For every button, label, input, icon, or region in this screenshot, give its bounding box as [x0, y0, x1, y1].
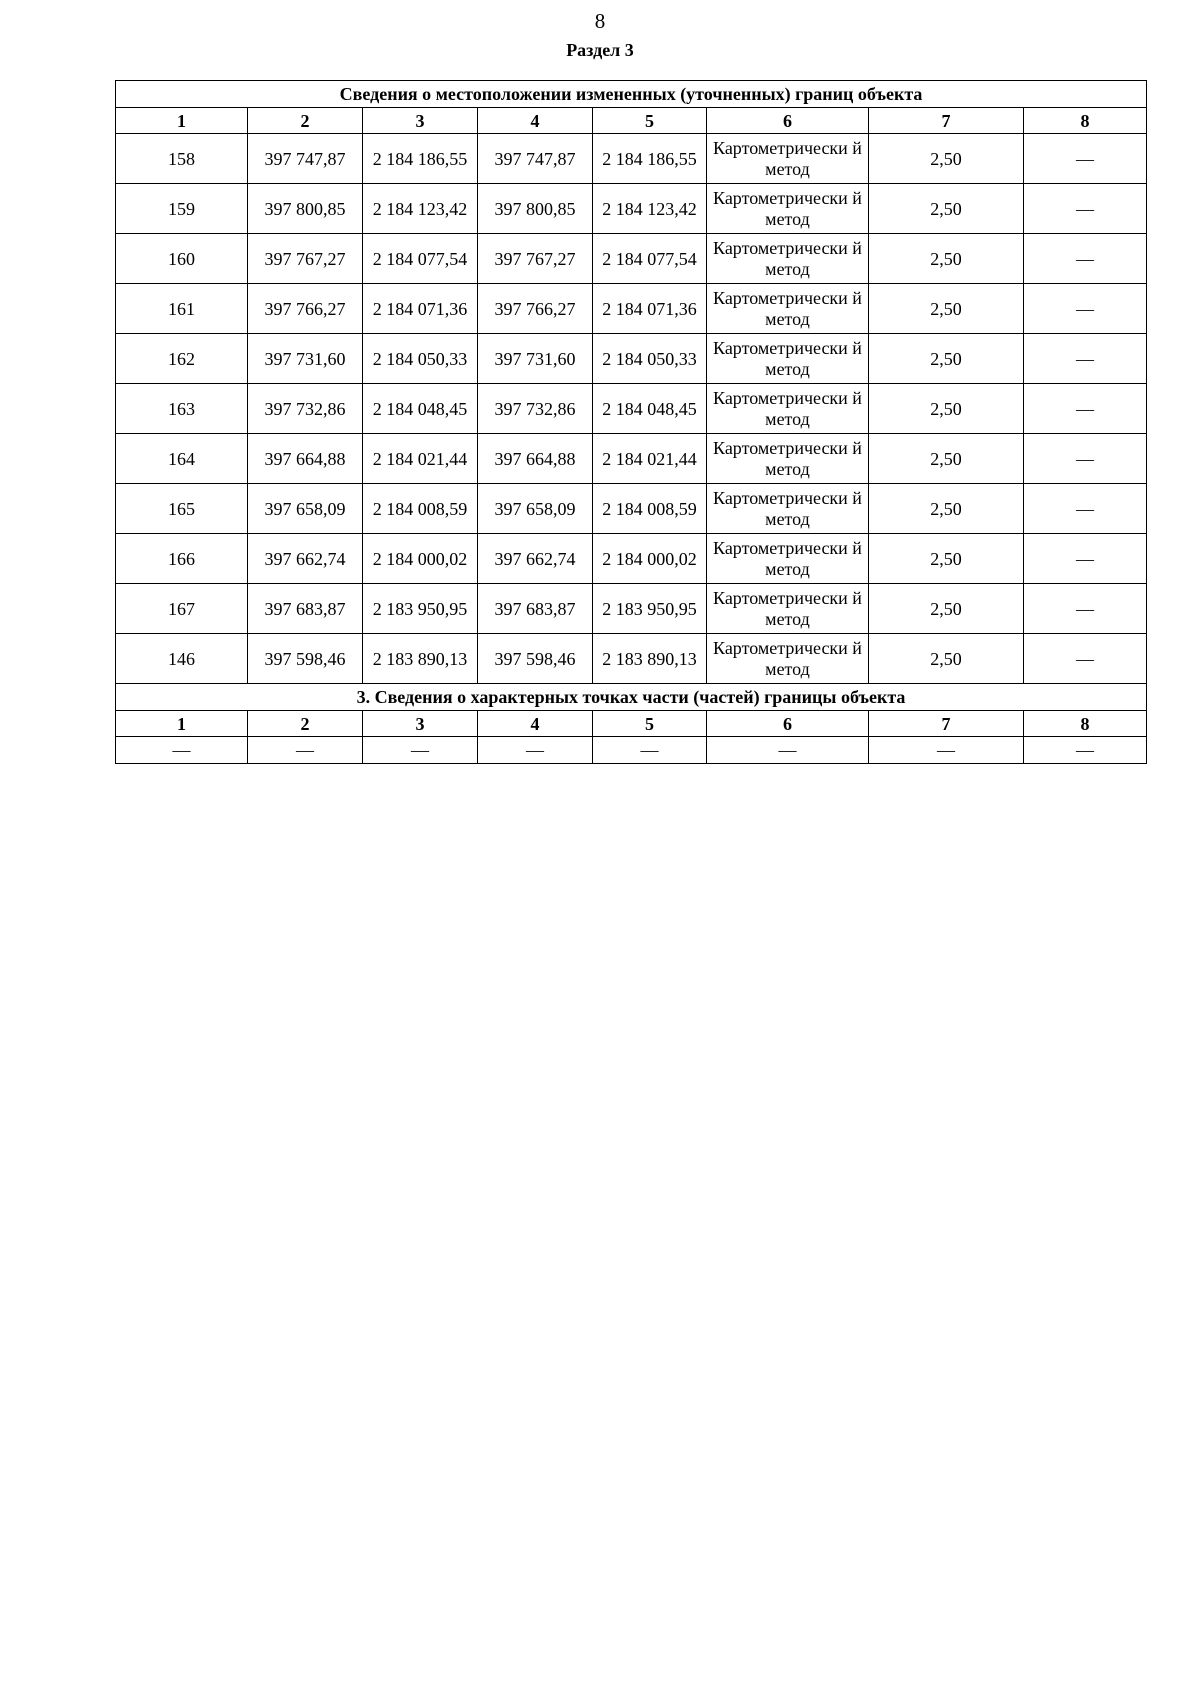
column-number-header: 6 — [707, 711, 869, 737]
cell-description: — — [1024, 134, 1147, 184]
cell-y-old: 2 184 123,42 — [363, 184, 478, 234]
column-number-header: 8 — [1024, 108, 1147, 134]
cell-description: — — [1024, 184, 1147, 234]
cell-accuracy: 2,50 — [869, 234, 1024, 284]
cell-y-new: 2 184 071,36 — [593, 284, 707, 334]
column-number-header: 3 — [363, 711, 478, 737]
table-caption-part-points: 3. Сведения о характерных точках части (частей) границы объекта — [116, 684, 1147, 711]
table-body — [116, 81, 1147, 764]
column-number-header: 5 — [593, 711, 707, 737]
cell-method: — — [707, 737, 869, 764]
cell-description: — — [1024, 584, 1147, 634]
cell-y-new: 2 183 950,95 — [593, 584, 707, 634]
cell-x-old: 397 731,60 — [248, 334, 363, 384]
cell-y-new: 2 184 048,45 — [593, 384, 707, 434]
table-row — [116, 434, 1147, 484]
cell-x-new: 397 747,87 — [478, 134, 593, 184]
table-row — [116, 634, 1147, 684]
cell-y-old: 2 183 950,95 — [363, 584, 478, 634]
cell-x-new: 397 800,85 — [478, 184, 593, 234]
table-caption-part-points-row — [116, 684, 1147, 711]
cell-point-number: 163 — [116, 384, 248, 434]
cell-accuracy: 2,50 — [869, 184, 1024, 234]
cell-point-number: — — [116, 737, 248, 764]
cell-point-number: 165 — [116, 484, 248, 534]
cell-x-old: 397 732,86 — [248, 384, 363, 434]
page-number: 8 — [594, 9, 606, 33]
cell-x-new: 397 732,86 — [478, 384, 593, 434]
cell-method: Картометрически й метод — [707, 434, 869, 484]
cell-method: Картометрически й метод — [707, 334, 869, 384]
cell-x-old: 397 800,85 — [248, 184, 363, 234]
cell-description: — — [1024, 334, 1147, 384]
cell-method: Картометрически й метод — [707, 584, 869, 634]
column-number-header: 1 — [116, 108, 248, 134]
cell-accuracy: 2,50 — [869, 284, 1024, 334]
column-number-row — [116, 108, 1147, 134]
column-number-header: 3 — [363, 108, 478, 134]
cell-accuracy: 2,50 — [869, 434, 1024, 484]
cell-point-number: 161 — [116, 284, 248, 334]
section-title: Раздел 3 — [566, 40, 634, 60]
cell-method: Картометрически й метод — [707, 134, 869, 184]
column-number-header: 7 — [869, 711, 1024, 737]
table-caption-boundaries-row — [116, 81, 1147, 108]
column-number-header: 2 — [248, 711, 363, 737]
cell-x-old: 397 683,87 — [248, 584, 363, 634]
cell-description: — — [1024, 284, 1147, 334]
cell-y-old: 2 184 077,54 — [363, 234, 478, 284]
cell-x-new: 397 683,87 — [478, 584, 593, 634]
cell-y-old: 2 184 008,59 — [363, 484, 478, 534]
cell-point-number: 162 — [116, 334, 248, 384]
table-row — [116, 584, 1147, 634]
table-caption-boundaries: Сведения о местоположении измененных (уточненных) границ объекта — [116, 81, 1147, 108]
cell-x-new: 397 731,60 — [478, 334, 593, 384]
cell-accuracy: 2,50 — [869, 134, 1024, 184]
column-number-header: 5 — [593, 108, 707, 134]
cell-method: Картометрически й метод — [707, 484, 869, 534]
cell-method: Картометрически й метод — [707, 284, 869, 334]
table-row — [116, 484, 1147, 534]
cell-y-old: 2 184 048,45 — [363, 384, 478, 434]
table-row — [116, 334, 1147, 384]
cell-x-new: 397 598,46 — [478, 634, 593, 684]
cell-x-old: — — [248, 737, 363, 764]
cell-y-new: 2 184 000,02 — [593, 534, 707, 584]
table-row — [116, 534, 1147, 584]
cell-y-new: 2 184 077,54 — [593, 234, 707, 284]
cell-accuracy: 2,50 — [869, 584, 1024, 634]
column-number-header: 1 — [116, 711, 248, 737]
cell-point-number: 159 — [116, 184, 248, 234]
cell-x-old: 397 766,27 — [248, 284, 363, 334]
cell-y-old: 2 184 071,36 — [363, 284, 478, 334]
cell-method: Картометрически й метод — [707, 234, 869, 284]
cell-x-old: 397 664,88 — [248, 434, 363, 484]
cell-x-new: 397 767,27 — [478, 234, 593, 284]
cell-description: — — [1024, 384, 1147, 434]
cell-x-new: 397 766,27 — [478, 284, 593, 334]
cell-y-old: 2 184 186,55 — [363, 134, 478, 184]
cell-y-new: 2 184 008,59 — [593, 484, 707, 534]
cell-accuracy: 2,50 — [869, 634, 1024, 684]
cell-accuracy: 2,50 — [869, 484, 1024, 534]
cell-description: — — [1024, 484, 1147, 534]
table-row — [116, 284, 1147, 334]
cell-y-new: 2 184 021,44 — [593, 434, 707, 484]
table-row — [116, 234, 1147, 284]
cell-y-new: 2 183 890,13 — [593, 634, 707, 684]
cell-method: Картометрически й метод — [707, 634, 869, 684]
cell-point-number: 158 — [116, 134, 248, 184]
cell-accuracy: 2,50 — [869, 384, 1024, 434]
column-number-header: 2 — [248, 108, 363, 134]
cell-y-old: 2 184 050,33 — [363, 334, 478, 384]
cell-method: Картометрически й метод — [707, 534, 869, 584]
cell-point-number: 166 — [116, 534, 248, 584]
column-number-header: 7 — [869, 108, 1024, 134]
cell-description: — — [1024, 534, 1147, 584]
cell-y-old: 2 184 021,44 — [363, 434, 478, 484]
cell-accuracy: 2,50 — [869, 334, 1024, 384]
table-row — [116, 737, 1147, 764]
cell-method: Картометрически й метод — [707, 384, 869, 434]
column-number-row — [116, 711, 1147, 737]
column-number-header: 8 — [1024, 711, 1147, 737]
cell-x-new: 397 662,74 — [478, 534, 593, 584]
column-number-header: 4 — [478, 711, 593, 737]
cell-x-old: 397 767,27 — [248, 234, 363, 284]
cell-accuracy: 2,50 — [869, 534, 1024, 584]
cell-method: Картометрически й метод — [707, 184, 869, 234]
cell-x-new: 397 664,88 — [478, 434, 593, 484]
cell-accuracy: — — [869, 737, 1024, 764]
boundary-table — [115, 80, 1147, 764]
cell-y-new: 2 184 050,33 — [593, 334, 707, 384]
cell-x-new: 397 658,09 — [478, 484, 593, 534]
cell-x-old: 397 747,87 — [248, 134, 363, 184]
column-number-header: 4 — [478, 108, 593, 134]
cell-description: — — [1024, 634, 1147, 684]
table-row — [116, 384, 1147, 434]
cell-point-number: 167 — [116, 584, 248, 634]
cell-y-new: 2 184 123,42 — [593, 184, 707, 234]
cell-y-new: 2 184 186,55 — [593, 134, 707, 184]
cell-x-old: 397 598,46 — [248, 634, 363, 684]
cell-y-new: — — [593, 737, 707, 764]
cell-x-old: 397 662,74 — [248, 534, 363, 584]
cell-y-old: — — [363, 737, 478, 764]
cell-x-old: 397 658,09 — [248, 484, 363, 534]
column-number-header: 6 — [707, 108, 869, 134]
table-row — [116, 184, 1147, 234]
cell-y-old: 2 184 000,02 — [363, 534, 478, 584]
table-row — [116, 134, 1147, 184]
cell-description: — — [1024, 234, 1147, 284]
cell-x-new: — — [478, 737, 593, 764]
cell-point-number: 164 — [116, 434, 248, 484]
cell-y-old: 2 183 890,13 — [363, 634, 478, 684]
cell-point-number: 146 — [116, 634, 248, 684]
cell-description: — — [1024, 737, 1147, 764]
cell-point-number: 160 — [116, 234, 248, 284]
cell-description: — — [1024, 434, 1147, 484]
